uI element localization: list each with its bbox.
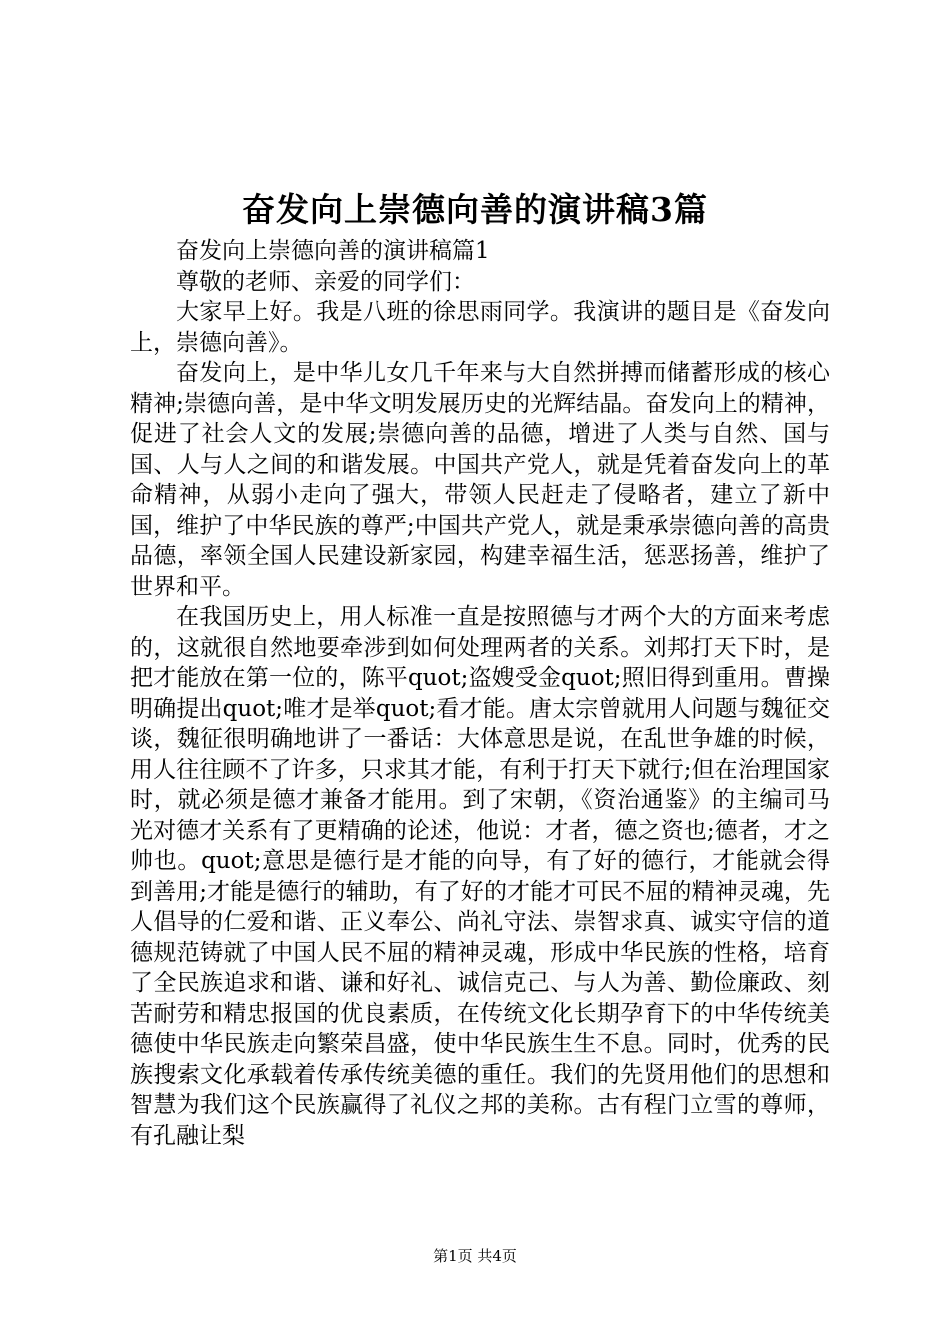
section-heading: 奋发向上崇德向善的演讲稿篇1: [176, 238, 490, 264]
salutation: 尊敬的老师、亲爱的同学们：: [176, 268, 475, 295]
paragraph: 在我国历史上，用人标准一直是按照德与才两个大的方面来考虑的，这就很自然地要牵涉到如何处理两者的关系。刘邦打天下时，是把才能放在第一位的，陈平quot;盗嫂受金quot;照旧得到重用。曹操明确提出quot;唯才是举quot;看才能。唐太宗曾就用人问题与魏征交谈，魏征很明确地讲了一番话：大体意思是说，在乱世争雄的时候，用人往往顾不了许多，只求其才能，有利于打天下就行;但在治理国家时，就必须是德才兼备才能用。到了宋朝，《资治通鉴》的主编司马光对德才关系有了更精确的论述，他说：才者，德之资也;德者，才之帅也。quot;意思是德行是才能的向导，有了好的德行，才能就会得到善用;才能是德行的辅助，有了好的才能才可民不屈的精神灵魂，先人倡导的仁爱和谐、正义奉公、尚礼守法、崇智求真、诚实守信的道德规范铸就了中国人民不屈的精神灵魂，形成中华民族的性格，培育了全民族追求和谐、谦和好礼、诚信克己、与人为善、勤俭廉政、刻苦耐劳和精忠报国的优良素质，在传统文化长期孕育下的中华传统美德使中华民族走向繁荣昌盛，使中华民族生生不息。同时，优秀的民族搜索文化承载着传承传统美德的重任。我们的先贤用他们的思想和智慧为我们这个民族赢得了礼仪之邦的美称。古有程门立雪的尊师，有孔融让梨: [130, 604, 830, 1149]
document-title: 奋发向上崇德向善的演讲稿3篇: [242, 190, 708, 229]
paragraph: 奋发向上，是中华儿女几千年来与大自然拼搏而储蓄形成的核心精神;崇德向善，是中华文明发展历史的光辉结晶。奋发向上的精神，促进了社会人文的发展;崇德向善的品德，增进了人类与自然、国与国、人与人之间的和谐发展。中国共产党人，就是凭着奋发向上的革命精神，从弱小走向了强大，带领人民赶走了侵略者，建立了新中国，维护了中华民族的尊严;中国共产党人，就是秉承崇德向善的高贵品德，率领全国人民建设新家园，构建幸福生活，惩恶扬善，维护了世界和平。: [130, 360, 830, 600]
page-number-footer: 第1页 共4页: [433, 1247, 517, 1265]
paragraph: 大家早上好。我是八班的徐思雨同学。我演讲的题目是《奋发向上，崇德向善》。: [130, 299, 830, 356]
document-body: [130, 236, 830, 1151]
